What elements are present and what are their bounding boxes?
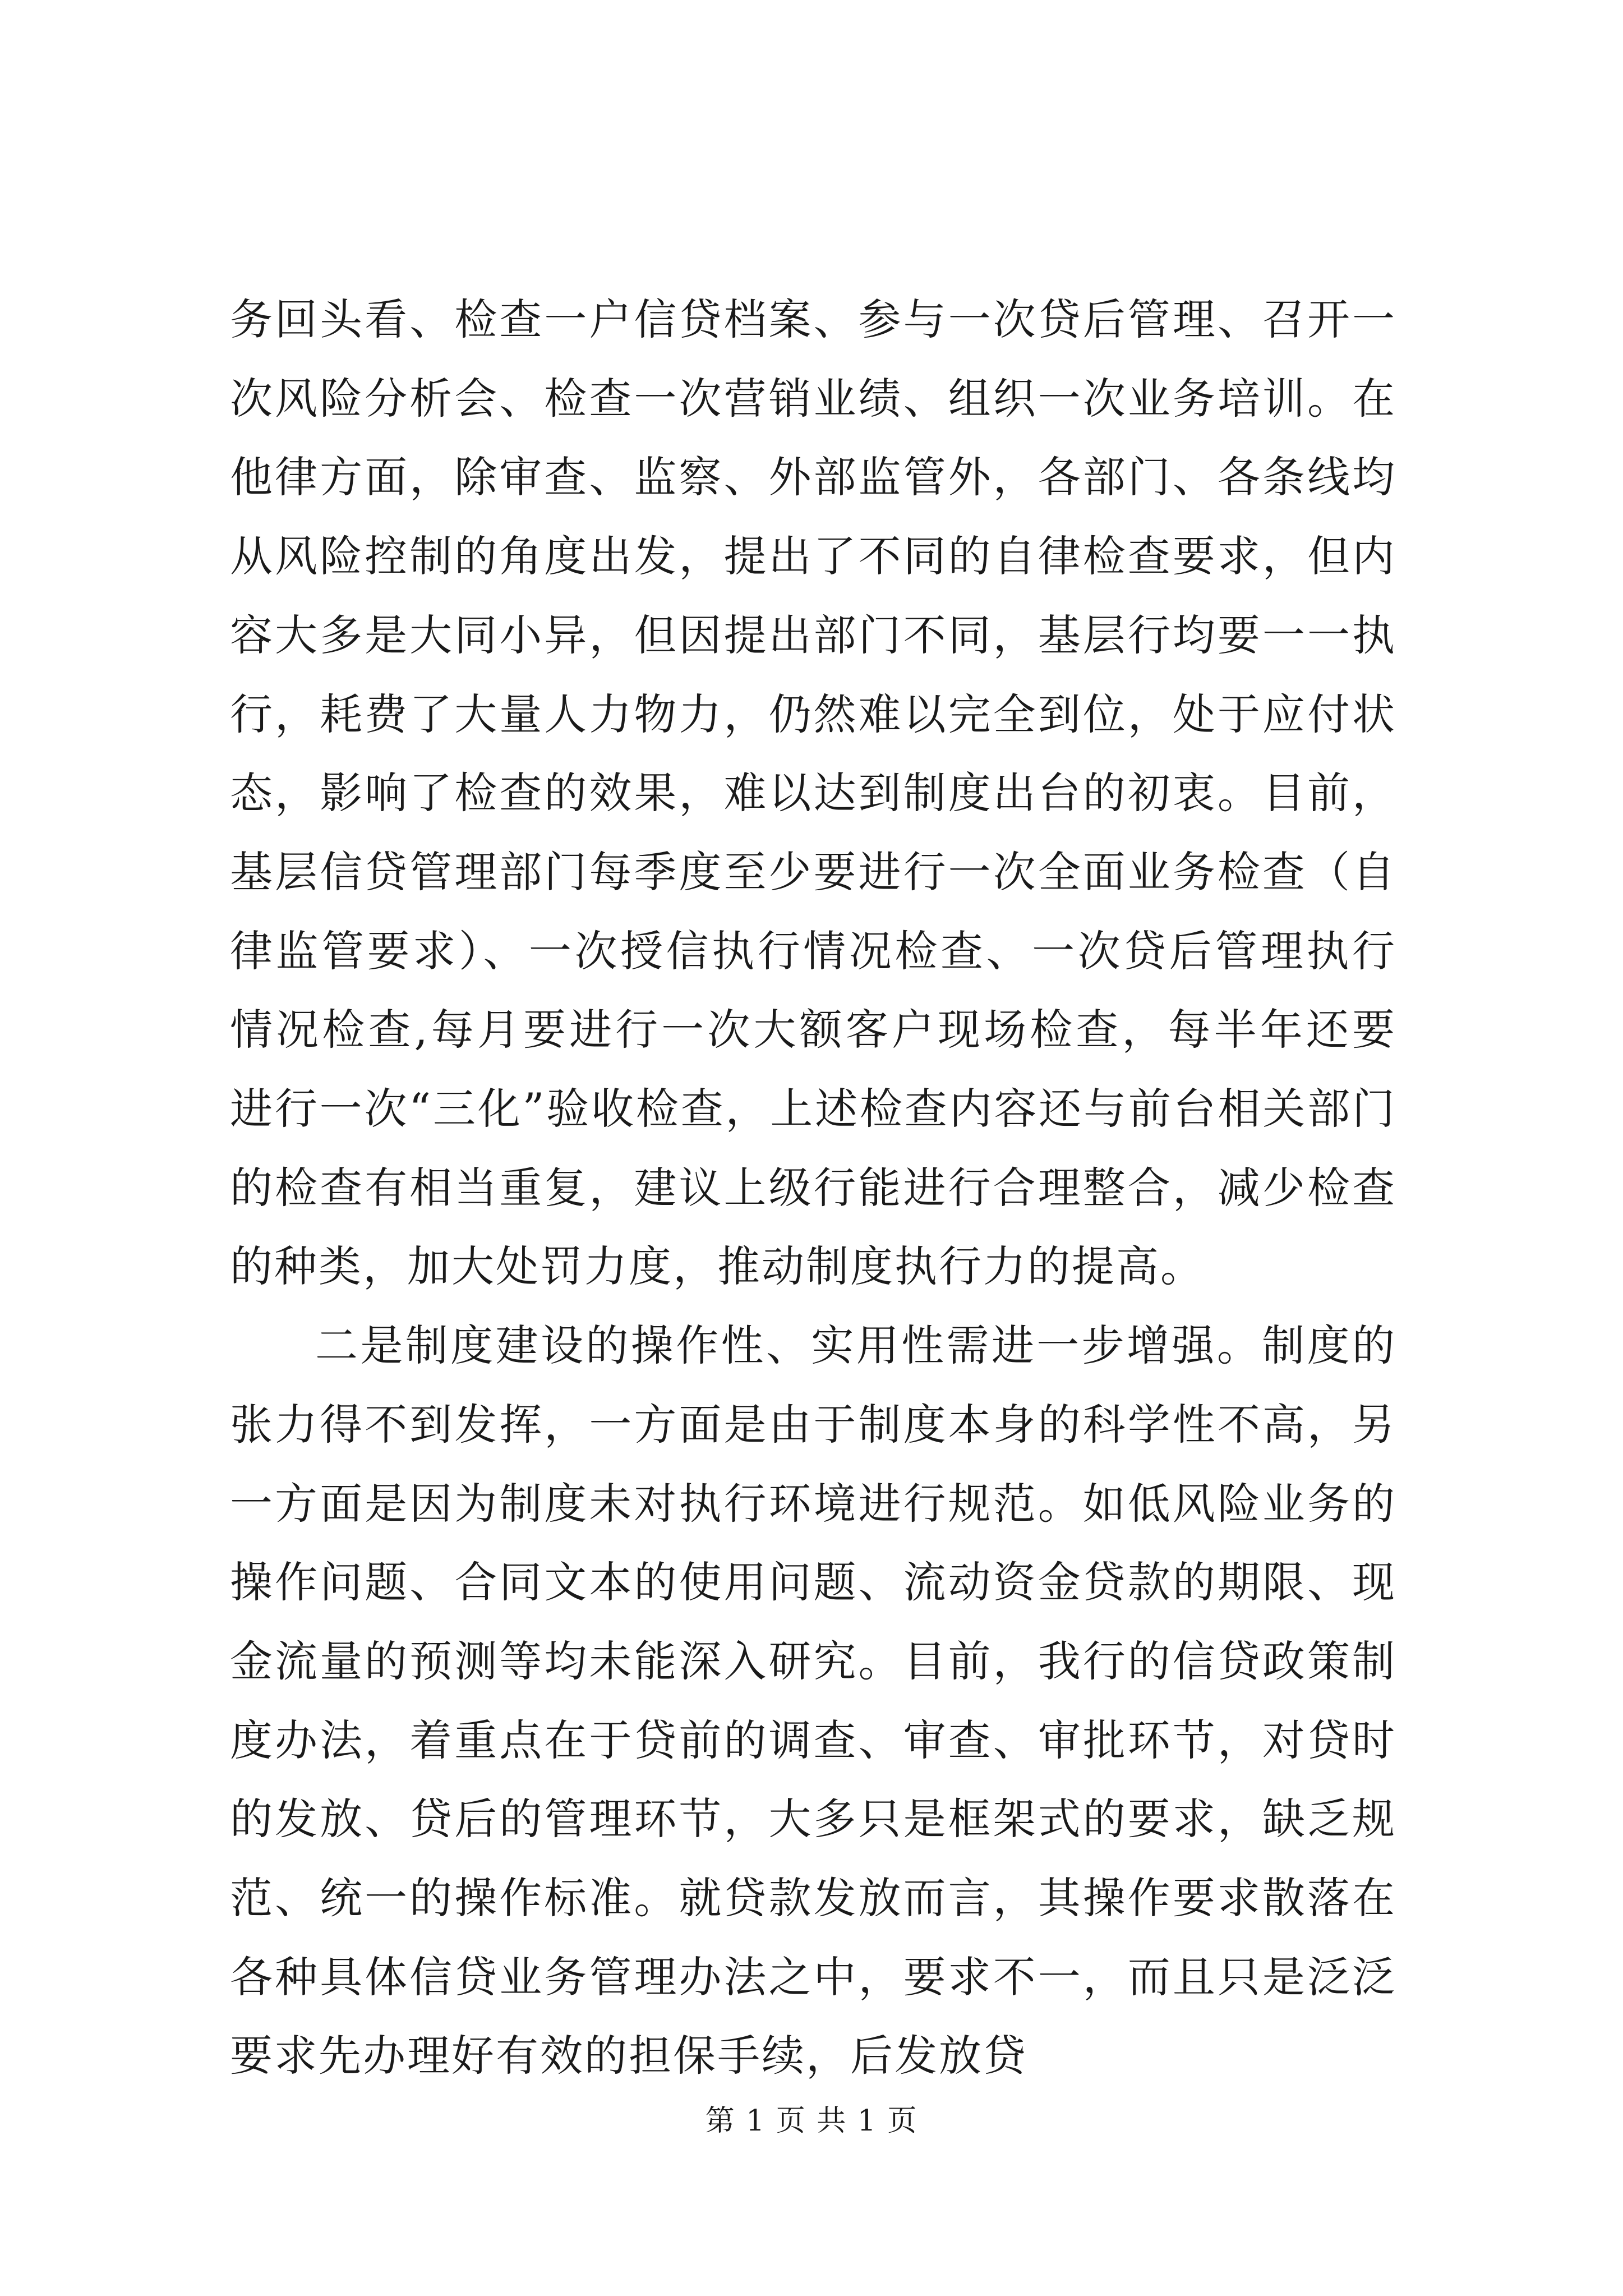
paragraph-2: 二是制度建设的操作性、实用性需进一步增强。制度的张力得不到发挥，一方面是由于制度本身的科学性不高，另一方面是因为制度未对执行环境进行规范。如低风险业务的操作问题、合同文本的使用问题、流动资金贷款的期限、现金流量的预测等均未能深入研究。目前，我行的信贷政策制度办法，着重点在于贷前的调查、审查、审批环节，对贷时的发放、贷后的管理环节，大多只是框架式的要求，缺乏规范、统一的操作标准。就贷款发放而言，其操作要求散落在各种具体信贷业务管理办法之中，要求不一，而且只是泛泛要求先办理好有效的担保手续，后发放贷	[230, 1320, 1396, 2081]
document-body	[230, 280, 1396, 2096]
paragraph-continuation: 务回头看、检查一户信贷档案、参与一次贷后管理、召开一次风险分析会、检查一次营销业绩、组织一次业务培训。在他律方面，除审查、监察、外部监管外，各部门、各条线均从风险控制的角度出发，提出了不同的自律检查要求，但内容大多是大同小异，但因提出部门不同，基层行均要一一执行，耗费了大量人力物力，仍然难以完全到位，处于应付状态，影响了检查的效果，难以达到制度出台的初衷。目前，基层信贷管理部门每季度至少要进行一次全面业务检查（自律监管要求）、一次授信执行情况检查、一次贷后管理执行情况检查,每月要进行一次大额客户现场检查，每半年还要进行一次“三化”验收检查，上述检查内容还与前台相关部门的检查有相当重复，建议上级行能进行合理整合，减少检查的种类，加大处罚力度，推动制度执行力的提高。	[230, 295, 1396, 1292]
page-footer: 第 1 页 共 1 页	[705, 2104, 918, 2138]
